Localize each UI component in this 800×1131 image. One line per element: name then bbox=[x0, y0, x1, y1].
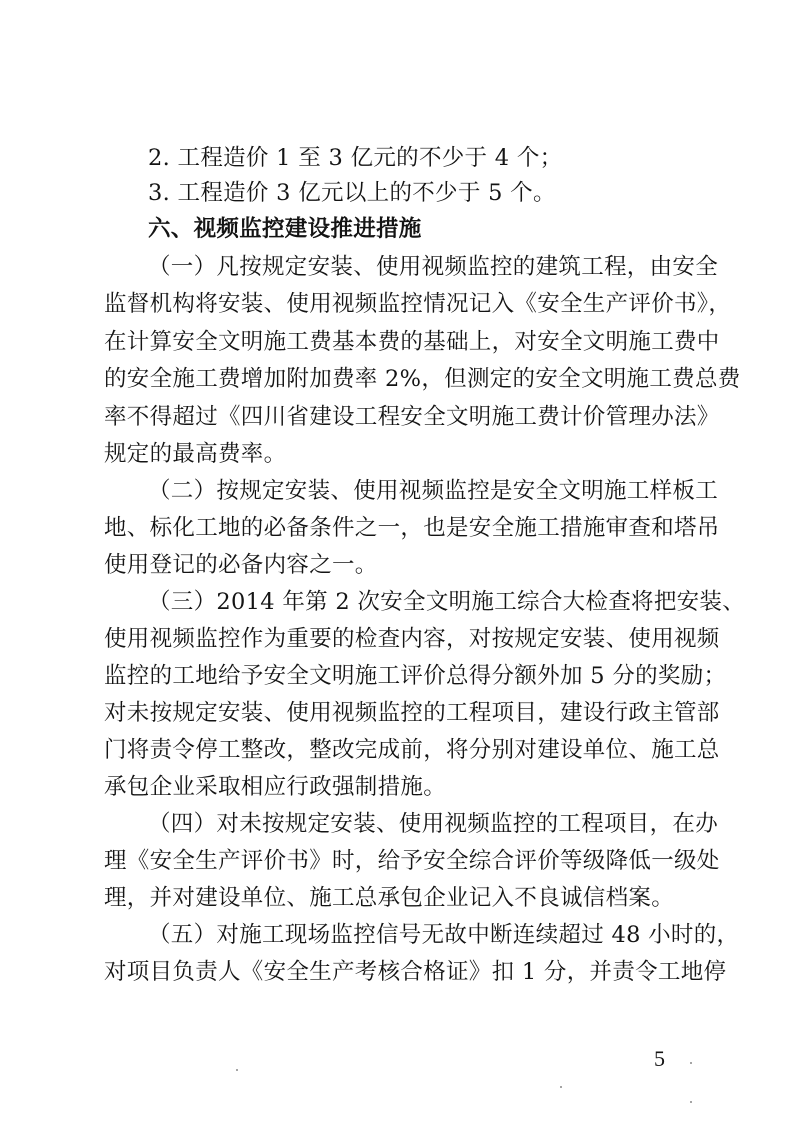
list-item-3: 3. 工程造价 3 亿元以上的不少于 5 个。 bbox=[148, 180, 556, 206]
paragraph-4-line-3: 理，并对建设单位、施工总承包企业记入不良诚信档案。 bbox=[104, 885, 675, 911]
paragraph-3-line-3: 监控的工地给予安全文明施工评价总得分额外加 5 分的奖励； bbox=[104, 663, 727, 689]
paragraph-1-line-6: 规定的最高费率。 bbox=[104, 441, 287, 467]
page-number: 5 bbox=[654, 1046, 665, 1071]
paragraph-1-line-3: 在计算安全文明施工费基本费的基础上，对安全文明施工费中 bbox=[104, 329, 720, 355]
paragraph-1-line-4: 的安全施工费增加附加费率 2%，但测定的安全文明施工费总费 bbox=[104, 366, 741, 392]
paragraph-3-line-5: 门将责令停工整改，整改完成前，将分别对建设单位、施工总 bbox=[104, 737, 720, 763]
scan-speck bbox=[560, 1086, 562, 1088]
list-item-2: 2. 工程造价 1 至 3 亿元的不少于 4 个； bbox=[148, 145, 563, 171]
paragraph-3-line-2: 使用视频监控作为重要的检查内容，对按规定安装、使用视频 bbox=[104, 626, 720, 652]
paragraph-1-line-5: 率不得超过《四川省建设工程安全文明施工费计价管理办法》 bbox=[104, 404, 720, 430]
paragraph-5-line-2: 对项目负责人《安全生产考核合格证》扣 1 分，并责令工地停 bbox=[104, 959, 727, 985]
paragraph-5-line-1: （五）对施工现场监控信号无故中断连续超过 48 小时的， bbox=[148, 922, 740, 948]
paragraph-2-line-1: （二）按规定安装、使用视频监控是安全文明施工样板工 bbox=[148, 478, 719, 504]
paragraph-2-line-2: 地、标化工地的必备条件之一，也是安全施工措施审查和塔吊 bbox=[104, 515, 720, 541]
paragraph-4-line-1: （四）对未按规定安装、使用视频监控的工程项目，在办 bbox=[148, 811, 719, 837]
paragraph-4-line-2: 理《安全生产评价书》时，给予安全综合评价等级降低一级处 bbox=[104, 848, 720, 874]
paragraph-1-line-2: 监督机构将安装、使用视频监控情况记入《安全生产评价书》， bbox=[104, 291, 732, 317]
paragraph-3-line-4: 对未按规定安装、使用视频监控的工程项目，建设行政主管部 bbox=[104, 700, 720, 726]
paragraph-3-line-1: （三）2014 年第 2 次安全文明施工综合大检查将把安装、 bbox=[148, 589, 746, 615]
paragraph-3-line-6: 承包企业采取相应行政强制措施。 bbox=[104, 774, 447, 800]
scan-speck bbox=[690, 1062, 692, 1064]
paragraph-1-line-1: （一）凡按规定安装、使用视频监控的建筑工程，由安全 bbox=[148, 254, 719, 280]
paragraph-2-line-3: 使用登记的必备内容之一。 bbox=[104, 552, 378, 578]
scan-speck bbox=[236, 1069, 238, 1071]
scan-speck bbox=[690, 1101, 692, 1103]
section-heading: 六、视频监控建设推进措施 bbox=[148, 216, 422, 242]
